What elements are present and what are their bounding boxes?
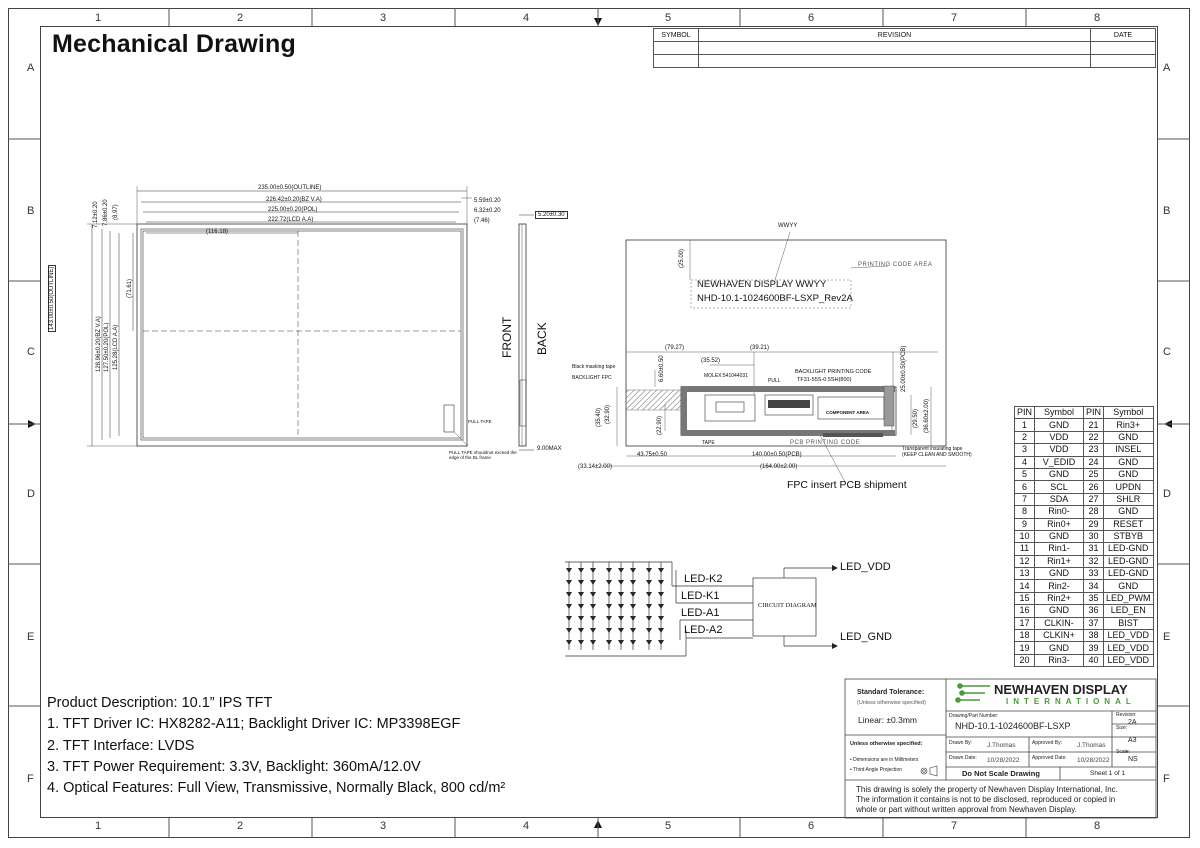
- pin-row: [1015, 481, 1154, 493]
- scale-value: NS: [1128, 756, 1138, 763]
- pin-number: 33: [1084, 568, 1104, 580]
- pin-number: 21: [1084, 419, 1104, 431]
- pin-number: 19: [1015, 642, 1035, 654]
- col-6-top: 6: [807, 12, 815, 24]
- dim-3314: (33.14±2.00): [578, 464, 612, 470]
- company-name: NEWHAVEN DISPLAY: [994, 682, 1128, 697]
- tf-code: TF31-55S-0.5SH(800): [797, 377, 852, 383]
- col-4-bottom: 4: [522, 820, 530, 832]
- black-masking: Black masking tape: [572, 364, 616, 370]
- pin-symbol: GND: [1104, 431, 1154, 443]
- pin-symbol: Rin3+: [1104, 419, 1154, 431]
- pin-number: 39: [1084, 642, 1104, 654]
- dim-outline-height-text: 143.00±0.50(OUTLINE): [49, 266, 55, 330]
- dim-786: 7.86±0.20: [103, 199, 109, 226]
- approved-by: J.Thomas: [1077, 742, 1106, 749]
- symbol-header-2: Symbol: [1104, 407, 1154, 419]
- pin-table-body: [1015, 419, 1154, 667]
- dim-2950: (29.50): [913, 408, 919, 428]
- circuit-diagram-label: CIRCUIT DIAGRAM: [758, 602, 817, 609]
- pin-symbol: GND: [1104, 506, 1154, 518]
- backlight-printing-code: BACKLIGHT PRINTING CODE: [795, 369, 872, 375]
- pin-symbol: GND: [1035, 642, 1084, 654]
- disclaimer-1: This drawing is solely the property of Newhaven Display International, Inc.: [856, 785, 1118, 794]
- rev-symbol-header: SYMBOL: [654, 29, 699, 42]
- led-a2: LED-A2: [684, 624, 723, 636]
- pin-symbol: Rin2+: [1035, 592, 1084, 604]
- dim-3921: (39.21): [750, 345, 770, 351]
- pin-symbol: GND: [1035, 605, 1084, 617]
- dim-2290: (22.90): [657, 415, 663, 435]
- back-label: BACK: [535, 322, 549, 355]
- pin-symbol: RESET: [1104, 518, 1154, 530]
- drawn-date-label: Drawn Date:: [949, 755, 977, 761]
- pin-row: [1015, 444, 1154, 456]
- dim-lcdaa-height: 125.28(LCD A.A): [113, 324, 119, 370]
- print-line-1: NEWHAVEN DISPLAY WWYY: [697, 279, 827, 290]
- pin-number: 12: [1015, 555, 1035, 567]
- page-title: Mechanical Drawing: [52, 30, 296, 58]
- unless-spec-2: Unless otherwise specified:: [850, 741, 923, 747]
- pin-number: 24: [1084, 456, 1104, 468]
- pin-symbol: LED_PWM: [1104, 592, 1154, 604]
- pin-number: 29: [1084, 518, 1104, 530]
- scale-label: Scale:: [1116, 749, 1130, 755]
- pin-symbol: STBYB: [1104, 530, 1154, 542]
- printing-code-area: PRINTING CODE AREA: [858, 262, 933, 268]
- col-4-top: 4: [522, 12, 530, 24]
- dim-pcb25: 25.00±0.50(PCB): [901, 345, 907, 392]
- disclaimer-2: The information it contains is not to be disclosed, reproduced or copied in: [856, 795, 1116, 804]
- pin-number: 15: [1015, 592, 1035, 604]
- keep-clean: (KEEP CLEAN AND SMOOTH): [902, 452, 972, 458]
- row-f-left: F: [27, 773, 34, 785]
- pin-number: 27: [1084, 493, 1104, 505]
- pin-number: 20: [1015, 654, 1035, 666]
- pin-number: 8: [1015, 506, 1035, 518]
- fpc-note: FPC insert PCB shipment: [787, 479, 907, 491]
- disclaimer-3: whole or part without written approval from Newhaven Display.: [856, 805, 1077, 814]
- col-8-bottom: 8: [1093, 820, 1101, 832]
- part-label: Drawing/Part Number:: [949, 713, 999, 719]
- pin-table: [1014, 406, 1154, 667]
- pin-number: 40: [1084, 654, 1104, 666]
- pin-row: [1015, 605, 1154, 617]
- size-value: A3: [1128, 737, 1137, 744]
- pin-symbol: SHLR: [1104, 493, 1154, 505]
- pin-symbol: Rin0+: [1035, 518, 1084, 530]
- pin-row: [1015, 555, 1154, 567]
- front-label: FRONT: [500, 316, 514, 358]
- pin-header-2: PIN: [1084, 407, 1104, 419]
- pin-symbol: VDD: [1035, 431, 1084, 443]
- pin-number: 32: [1084, 555, 1104, 567]
- pin-symbol: Rin3-: [1035, 654, 1084, 666]
- pin-number: 1: [1015, 419, 1035, 431]
- pcb-printing-code: PCB PRINTING CODE: [790, 440, 861, 446]
- dims-mm: • Dimensions are in Millimeters: [850, 757, 919, 763]
- drawn-by: J.Thomas: [987, 742, 1016, 749]
- pin-symbol: LED_VDD: [1104, 642, 1154, 654]
- pin-row: [1015, 642, 1154, 654]
- col-2-top: 2: [236, 12, 244, 24]
- pin-symbol: VDD: [1035, 444, 1084, 456]
- pin-symbol: SDA: [1035, 493, 1084, 505]
- spec-driver-ic: 1. TFT Driver IC: HX8282-A11; Backlight Driver IC: MP3398EGF: [47, 716, 461, 732]
- pin-number: 17: [1015, 617, 1035, 629]
- drawn-date: 10/28/2022: [987, 757, 1020, 764]
- dim-7927: (79.27): [665, 345, 685, 351]
- dim-pol-height: 127.50±0.20(POL): [104, 322, 110, 372]
- led-k2: LED-K2: [684, 573, 723, 585]
- dim-660: 6.60±0.50: [659, 355, 665, 382]
- pin-row: [1015, 518, 1154, 530]
- pin-number: 28: [1084, 506, 1104, 518]
- pin-number: 22: [1084, 431, 1104, 443]
- dim-632: 6.32±0.20: [474, 208, 501, 214]
- pull-tape-note: PULL TAPE shouldnot exceed the edge of the BL frame: [449, 450, 517, 460]
- dim-bzva-height: 128.96±0.20(BZ V.A): [96, 316, 102, 372]
- col-3-bottom: 3: [379, 820, 387, 832]
- rev-label: Revision:: [1116, 712, 1137, 718]
- pin-number: 3: [1015, 444, 1035, 456]
- led-k1: LED-K1: [681, 590, 720, 602]
- pull-tape-label: PULL TAPE: [468, 419, 492, 424]
- pin-row: [1015, 468, 1154, 480]
- pin-row: [1015, 568, 1154, 580]
- product-description: Product Description: 10.1” IPS TFT: [47, 695, 273, 711]
- pin-row: [1015, 530, 1154, 542]
- pull-label: PULL: [768, 378, 781, 384]
- pin-row: [1015, 617, 1154, 629]
- col-5-bottom: 5: [664, 820, 672, 832]
- row-a-left: A: [27, 62, 35, 74]
- pin-symbol: SCL: [1035, 481, 1084, 493]
- do-not-scale: Do Not Scale Drawing: [962, 769, 1040, 778]
- pin-symbol: UPDN: [1104, 481, 1154, 493]
- col-7-top: 7: [950, 12, 958, 24]
- row-c-right: C: [1163, 346, 1171, 358]
- pin-row: [1015, 543, 1154, 555]
- transparent-tape: Transparent insulating tape: [902, 446, 963, 452]
- dim-pcb140: 140.00±0.50(PCB): [752, 452, 802, 458]
- pin-symbol: CLKIN-: [1035, 617, 1084, 629]
- dim-116: (116.18): [206, 229, 228, 235]
- std-tol: Standard Tolerance:: [857, 689, 925, 696]
- pin-row: [1015, 493, 1154, 505]
- tape-label: TAPE: [702, 440, 715, 446]
- dim-164: (164.00±2.00): [760, 464, 798, 470]
- col-6-bottom: 6: [807, 820, 815, 832]
- col-8-top: 8: [1093, 12, 1101, 24]
- dim-thickness: 5.20±0.30: [535, 211, 568, 219]
- pin-number: 36: [1084, 605, 1104, 617]
- pin-number: 6: [1015, 481, 1035, 493]
- spec-interface: 2. TFT Interface: LVDS: [47, 738, 195, 754]
- pin-symbol: LED_VDD: [1104, 654, 1154, 666]
- pin-number: 30: [1084, 530, 1104, 542]
- pin-symbol: BIST: [1104, 617, 1154, 629]
- dim-3552: (35.52): [701, 358, 721, 364]
- dim-712: 7.12±0.20: [93, 201, 99, 228]
- pin-number: 16: [1015, 605, 1035, 617]
- unless-spec: (Unless otherwise specified): [857, 700, 926, 706]
- dim-lcdaa-width: 222.72(LCD A.A): [268, 217, 314, 223]
- dim-3540: (35.40): [596, 407, 602, 427]
- pin-symbol: GND: [1104, 580, 1154, 592]
- company-international: INTERNATIONAL: [1006, 697, 1136, 706]
- pin-number: 4: [1015, 456, 1035, 468]
- molex: MOLEX:541044031: [704, 373, 748, 379]
- symbol-header-1: Symbol: [1035, 407, 1084, 419]
- component-area: COMPONENT AREA: [826, 410, 870, 415]
- spec-power: 3. TFT Power Requirement: 3.3V, Backlight: 360mA/12.0V: [47, 759, 421, 775]
- pin-number: 37: [1084, 617, 1104, 629]
- pin-number: 34: [1084, 580, 1104, 592]
- pin-symbol: GND: [1104, 456, 1154, 468]
- pin-number: 35: [1084, 592, 1104, 604]
- dim-7161: (71.61): [127, 278, 133, 298]
- pin-row: [1015, 456, 1154, 468]
- dim-3290: (32.90): [605, 404, 611, 424]
- pin-row: [1015, 431, 1154, 443]
- led-a1: LED-A1: [681, 607, 720, 619]
- pin-symbol: GND: [1035, 568, 1084, 580]
- pin-number: 9: [1015, 518, 1035, 530]
- dim-897: (8.97): [113, 204, 119, 220]
- pin-header-1: PIN: [1015, 407, 1035, 419]
- pin-number: 26: [1084, 481, 1104, 493]
- row-f-right: F: [1163, 773, 1170, 785]
- pin-symbol: LED_VDD: [1104, 630, 1154, 642]
- approved-by-label: Approved By:: [1032, 740, 1063, 746]
- row-c-left: C: [27, 346, 35, 358]
- pin-row: [1015, 654, 1154, 666]
- pin-symbol: LED_EN: [1104, 605, 1154, 617]
- pin-symbol: LED-GND: [1104, 555, 1154, 567]
- row-a-right: A: [1163, 62, 1171, 74]
- pin-number: 25: [1084, 468, 1104, 480]
- part-number: NHD-10.1-1024600BF-LSXP: [955, 721, 1071, 731]
- pin-row: [1015, 630, 1154, 642]
- dim-559: 5.59±0.20: [474, 198, 501, 204]
- pin-number: 18: [1015, 630, 1035, 642]
- pin-row: [1015, 419, 1154, 431]
- dim-outline-height: [49, 265, 55, 332]
- pin-symbol: GND: [1035, 530, 1084, 542]
- pin-symbol: GND: [1035, 468, 1084, 480]
- size-label: Size:: [1116, 725, 1128, 731]
- approved-date-label: Approved Date:: [1032, 755, 1067, 761]
- pin-number: 13: [1015, 568, 1035, 580]
- dim-4375: 43.75±0.50: [637, 452, 667, 458]
- pin-number: 2: [1015, 431, 1035, 443]
- led-vdd: LED_VDD: [840, 561, 891, 573]
- pin-number: 10: [1015, 530, 1035, 542]
- pin-row: [1015, 580, 1154, 592]
- pin-number: 38: [1084, 630, 1104, 642]
- dim-9max: 9.00MAX: [537, 446, 562, 452]
- pin-symbol: GND: [1104, 468, 1154, 480]
- row-b-left: B: [27, 205, 35, 217]
- pin-number: 7: [1015, 493, 1035, 505]
- pin-number: 23: [1084, 444, 1104, 456]
- third-angle: • Third Angle Projection: [850, 767, 902, 773]
- pin-row: [1015, 506, 1154, 518]
- pin-symbol: LED-GND: [1104, 543, 1154, 555]
- pin-symbol: Rin1-: [1035, 543, 1084, 555]
- pin-number: 31: [1084, 543, 1104, 555]
- led-gnd: LED_GND: [840, 631, 892, 643]
- rev-date-header: DATE: [1091, 29, 1156, 42]
- col-3-top: 3: [379, 12, 387, 24]
- pin-number: 14: [1015, 580, 1035, 592]
- pin-row: [1015, 592, 1154, 604]
- dim-bzva-width: 226.42±0.20(BZ V.A): [266, 197, 322, 203]
- sheet-label: Sheet 1 of 1: [1090, 770, 1126, 777]
- spec-optical: 4. Optical Features: Full View, Transmissive, Normally Black, 800 cd/m²: [47, 780, 506, 796]
- dim-746: (7.46): [474, 218, 490, 224]
- dim-3660: (36.60±2.00): [924, 399, 930, 433]
- dim-25: (25.00): [679, 248, 685, 268]
- pin-symbol: Rin1+: [1035, 555, 1084, 567]
- rev-value: 2A: [1128, 719, 1137, 726]
- wwyy-label: WWYY: [778, 223, 798, 229]
- pin-symbol: Rin0-: [1035, 506, 1084, 518]
- rev-revision-header: REVISION: [699, 29, 1091, 42]
- pin-symbol: LED-GND: [1104, 568, 1154, 580]
- row-e-left: E: [27, 631, 35, 643]
- row-b-right: B: [1163, 205, 1171, 217]
- pin-symbol: INSEL: [1104, 444, 1154, 456]
- pin-symbol: CLKIN+: [1035, 630, 1084, 642]
- pin-number: 5: [1015, 468, 1035, 480]
- dim-outline-width: 235.00±0.50(OUTLINE): [258, 185, 322, 191]
- pin-symbol: Rin2-: [1035, 580, 1084, 592]
- row-d-right: D: [1163, 488, 1171, 500]
- pin-symbol: GND: [1035, 419, 1084, 431]
- dim-pol-width: 225.00±0.20(POL): [268, 207, 318, 213]
- linear-tol: Linear: ±0.3mm: [858, 715, 917, 725]
- drawn-by-label: Drawn By:: [949, 740, 973, 746]
- col-5-top: 5: [664, 12, 672, 24]
- row-d-left: D: [27, 488, 35, 500]
- pin-symbol: V_EDID: [1035, 456, 1084, 468]
- col-1-bottom: 1: [94, 820, 102, 832]
- backlight-fpc: BACKLIGHT FPC: [572, 375, 612, 381]
- col-2-bottom: 2: [236, 820, 244, 832]
- col-7-bottom: 7: [950, 820, 958, 832]
- col-1-top: 1: [94, 12, 102, 24]
- pin-number: 11: [1015, 543, 1035, 555]
- print-line-2: NHD-10.1-1024600BF-LSXP_Rev2A: [697, 293, 853, 304]
- row-e-right: E: [1163, 631, 1171, 643]
- approved-date: 10/28/2022: [1077, 757, 1110, 764]
